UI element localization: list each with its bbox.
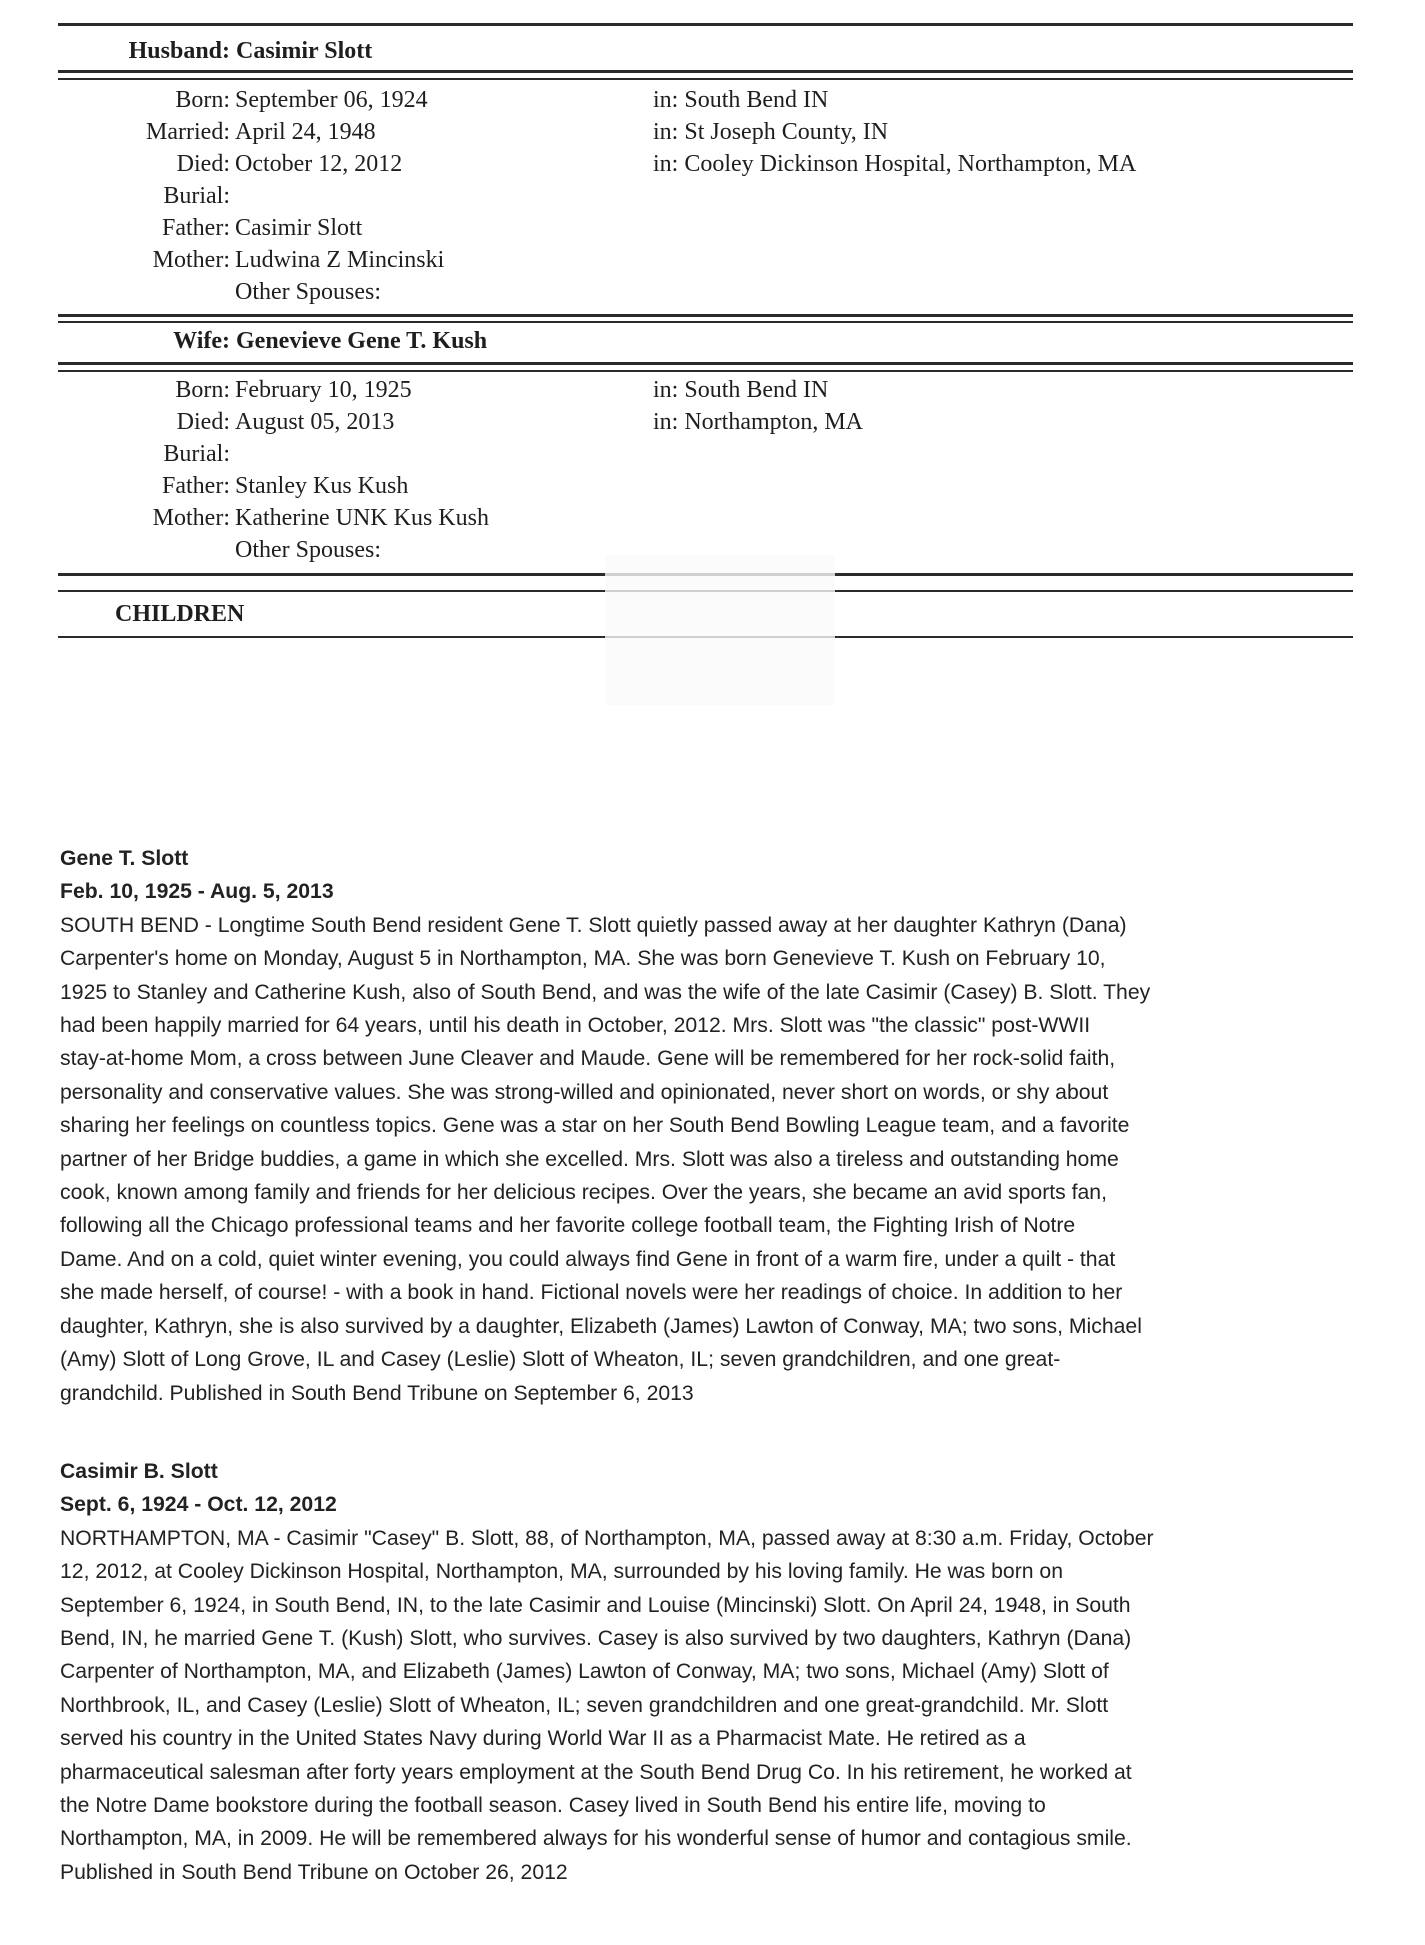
fact-value: Katherine UNK Kus Kush bbox=[235, 505, 489, 531]
fact-row bbox=[58, 276, 1353, 308]
fact-place bbox=[653, 148, 1136, 180]
fact-place bbox=[653, 84, 828, 116]
obituary-casimir bbox=[60, 1455, 1360, 1889]
obituary-line: the Notre Dame bookstore during the football season. Casey lived in South Bend his entire life, moving to bbox=[60, 1794, 1046, 1818]
fact-label: Died: bbox=[176, 409, 230, 435]
children-heading: CHILDREN bbox=[115, 601, 245, 627]
obituary-line: Dame. And on a cold, quiet winter evening, you could always find Gene in front of a warm fire, under a quilt - that bbox=[60, 1247, 1116, 1271]
obituary-body bbox=[60, 909, 1360, 1410]
fact-place-value: South Bend IN bbox=[684, 377, 829, 403]
wife-heading-rule-thin bbox=[58, 370, 1353, 372]
obituary-body bbox=[60, 1522, 1360, 1889]
fact-row bbox=[58, 84, 1353, 116]
obituary-name: Casimir B. Slott bbox=[60, 1460, 218, 1483]
obituary-line: (Amy) Slott of Long Grove, IL and Casey (Leslie) Slott of Wheaton, IL; seven grandchildren, and one great- bbox=[60, 1348, 1061, 1372]
obituary-line: 12, 2012, at Cooley Dickinson Hospital, Northampton, MA, surrounded by his loving family. He was born on bbox=[60, 1560, 1063, 1584]
obituary-line: NORTHAMPTON, MA - Casimir "Casey" B. Slott, 88, of Northampton, MA, passed away at 8:30 a.m. Friday, October bbox=[60, 1526, 1154, 1550]
fact-label: Father: bbox=[162, 215, 230, 241]
obituary-line: following all the Chicago professional teams and her favorite college football team, the Fighting Irish of Notre bbox=[60, 1214, 1076, 1238]
fact-label: Married: bbox=[146, 119, 230, 145]
obituary-line: SOUTH BEND - Longtime South Bend resident Gene T. Slott quietly passed away at her daughter Kathryn (Dana) bbox=[60, 913, 1127, 937]
fact-place-value: South Bend IN bbox=[684, 87, 829, 113]
husband-heading-label: Husband: bbox=[128, 38, 230, 64]
obituary-line: sharing her feelings on countless topics. Gene was a star on her South Bend Bowling League team, and a favorite bbox=[60, 1114, 1130, 1138]
fact-value: August 05, 2013 bbox=[235, 409, 395, 435]
fact-row bbox=[58, 502, 1353, 534]
fact-value: Other Spouses: bbox=[235, 279, 381, 305]
fact-label: Burial: bbox=[163, 441, 230, 467]
fact-place-value: Cooley Dickinson Hospital, Northampton, MA bbox=[684, 151, 1137, 177]
fact-row bbox=[58, 470, 1353, 502]
fact-place-value: St Joseph County, IN bbox=[684, 119, 889, 145]
husband-heading bbox=[58, 37, 372, 65]
obituary-line: pharmaceutical salesman after forty years employment at the South Bend Drug Co. In his retirement, he worked at bbox=[60, 1760, 1132, 1784]
top-rule bbox=[58, 23, 1353, 26]
fact-label: Died: bbox=[176, 151, 230, 177]
fact-row bbox=[58, 148, 1353, 180]
wife-name: Genevieve Gene T. Kush bbox=[236, 328, 488, 354]
wife-heading-label: Wife: bbox=[173, 328, 230, 354]
husband-facts bbox=[58, 84, 1353, 308]
fact-label: Mother: bbox=[152, 505, 230, 531]
fact-row bbox=[58, 180, 1353, 212]
husband-heading-rule-bottom bbox=[58, 78, 1353, 80]
obituary-line: she made herself, of course! - with a book in hand. Fictional novels were her readings of choice. In addition to her bbox=[60, 1281, 1123, 1305]
wife-facts bbox=[58, 374, 1353, 566]
fact-row bbox=[58, 406, 1353, 438]
fact-value: Stanley Kus Kush bbox=[235, 473, 409, 499]
fact-value: February 10, 1925 bbox=[235, 377, 412, 403]
fact-row bbox=[58, 374, 1353, 406]
obituary-gene bbox=[60, 842, 1360, 1410]
fact-in-label: in: bbox=[653, 87, 679, 113]
fact-value: Casimir Slott bbox=[235, 215, 363, 241]
wife-rule-top bbox=[58, 314, 1353, 317]
fact-value: Other Spouses: bbox=[235, 537, 381, 563]
fact-place bbox=[653, 116, 888, 148]
obituary-name: Gene T. Slott bbox=[60, 847, 189, 870]
obituary-line: 1925 to Stanley and Catherine Kush, also of South Bend, and was the wife of the late Casimir (Casey) B. Slott. They bbox=[60, 980, 1151, 1004]
fact-place bbox=[653, 374, 828, 406]
obituary-line: partner of her Bridge buddies, a game in which she excelled. Mrs. Slott was also a tireless and outstanding home bbox=[60, 1147, 1119, 1171]
obituary-line: Northampton, MA, in 2009. He will be remembered always for his wonderful sense of humor and contagious smile. bbox=[60, 1827, 1132, 1851]
fact-place-value: Northampton, MA bbox=[684, 409, 863, 435]
fact-row bbox=[58, 212, 1353, 244]
obituary-line: personality and conservative values. She was strong-willed and opinionated, never short on words, or shy about bbox=[60, 1080, 1109, 1104]
fact-in-label: in: bbox=[653, 151, 679, 177]
obituary-line: daughter, Kathryn, she is also survived by a daughter, Elizabeth (James) Lawton of Conway, MA; two sons, Michael bbox=[60, 1314, 1142, 1338]
obituary-line: Carpenter of Northampton, MA, and Elizabeth (James) Lawton of Conway, MA; two sons, Michael (Amy) Slott of bbox=[60, 1660, 1109, 1684]
obituary-line: grandchild. Published in South Bend Tribune on September 6, 2013 bbox=[60, 1381, 694, 1405]
fact-label: Born: bbox=[175, 377, 230, 403]
scan-smudge bbox=[605, 555, 835, 705]
obituary-dates: Sept. 6, 1924 - Oct. 12, 2012 bbox=[60, 1493, 337, 1517]
obituary-line: September 6, 1924, in South Bend, IN, to the late Casimir and Louise (Mincinski) Slott. On April 24, 1948, in South bbox=[60, 1593, 1131, 1617]
fact-in-label: in: bbox=[653, 409, 679, 435]
husband-name: Casimir Slott bbox=[236, 38, 373, 64]
wife-rule-top-thin bbox=[58, 321, 1353, 323]
fact-value: September 06, 1924 bbox=[235, 87, 428, 113]
fact-label: Burial: bbox=[163, 183, 230, 209]
fact-row bbox=[58, 244, 1353, 276]
fact-label: Mother: bbox=[152, 247, 230, 273]
fact-value: April 24, 1948 bbox=[235, 119, 376, 145]
obituary-line: Carpenter's home on Monday, August 5 in Northampton, MA. She was born Genevieve T. Kush on February 10, bbox=[60, 947, 1106, 971]
obituary-dates: Feb. 10, 1925 - Aug. 5, 2013 bbox=[60, 880, 334, 904]
obituary-line: stay-at-home Mom, a cross between June Cleaver and Maude. Gene will be remembered for her rock-solid faith, bbox=[60, 1047, 1116, 1071]
fact-place bbox=[653, 406, 863, 438]
obituary-line: Published in South Bend Tribune on October 26, 2012 bbox=[60, 1860, 568, 1884]
fact-row bbox=[58, 116, 1353, 148]
obituary-line: cook, known among family and friends for her delicious recipes. Over the years, she became an avid sports fan, bbox=[60, 1181, 1107, 1205]
fact-label: Father: bbox=[162, 473, 230, 499]
husband-heading-rule-top bbox=[58, 70, 1353, 73]
wife-heading-rule bbox=[58, 362, 1353, 365]
fact-value: Ludwina Z Mincinski bbox=[235, 247, 445, 273]
obituary-line: Northbrook, IL, and Casey (Leslie) Slott of Wheaton, IL; seven grandchildren and one great-grandchild. Mr. Slott bbox=[60, 1693, 1109, 1717]
fact-in-label: in: bbox=[653, 377, 679, 403]
obituary-line: had been happily married for 64 years, until his death in October, 2012. Mrs. Slott was "the classic" post-WWII bbox=[60, 1014, 1091, 1038]
obituary-line: Bend, IN, he married Gene T. (Kush) Slott, who survives. Casey is also survived by two daughters, Kathryn (Dana) bbox=[60, 1627, 1132, 1651]
fact-label: Born: bbox=[175, 87, 230, 113]
fact-in-label: in: bbox=[653, 119, 679, 145]
fact-row bbox=[58, 438, 1353, 470]
obituary-line: served his country in the United States Navy during World War II as a Pharmacist Mate. He retired as a bbox=[60, 1727, 1026, 1751]
wife-heading bbox=[58, 327, 487, 355]
fact-value: October 12, 2012 bbox=[235, 151, 403, 177]
